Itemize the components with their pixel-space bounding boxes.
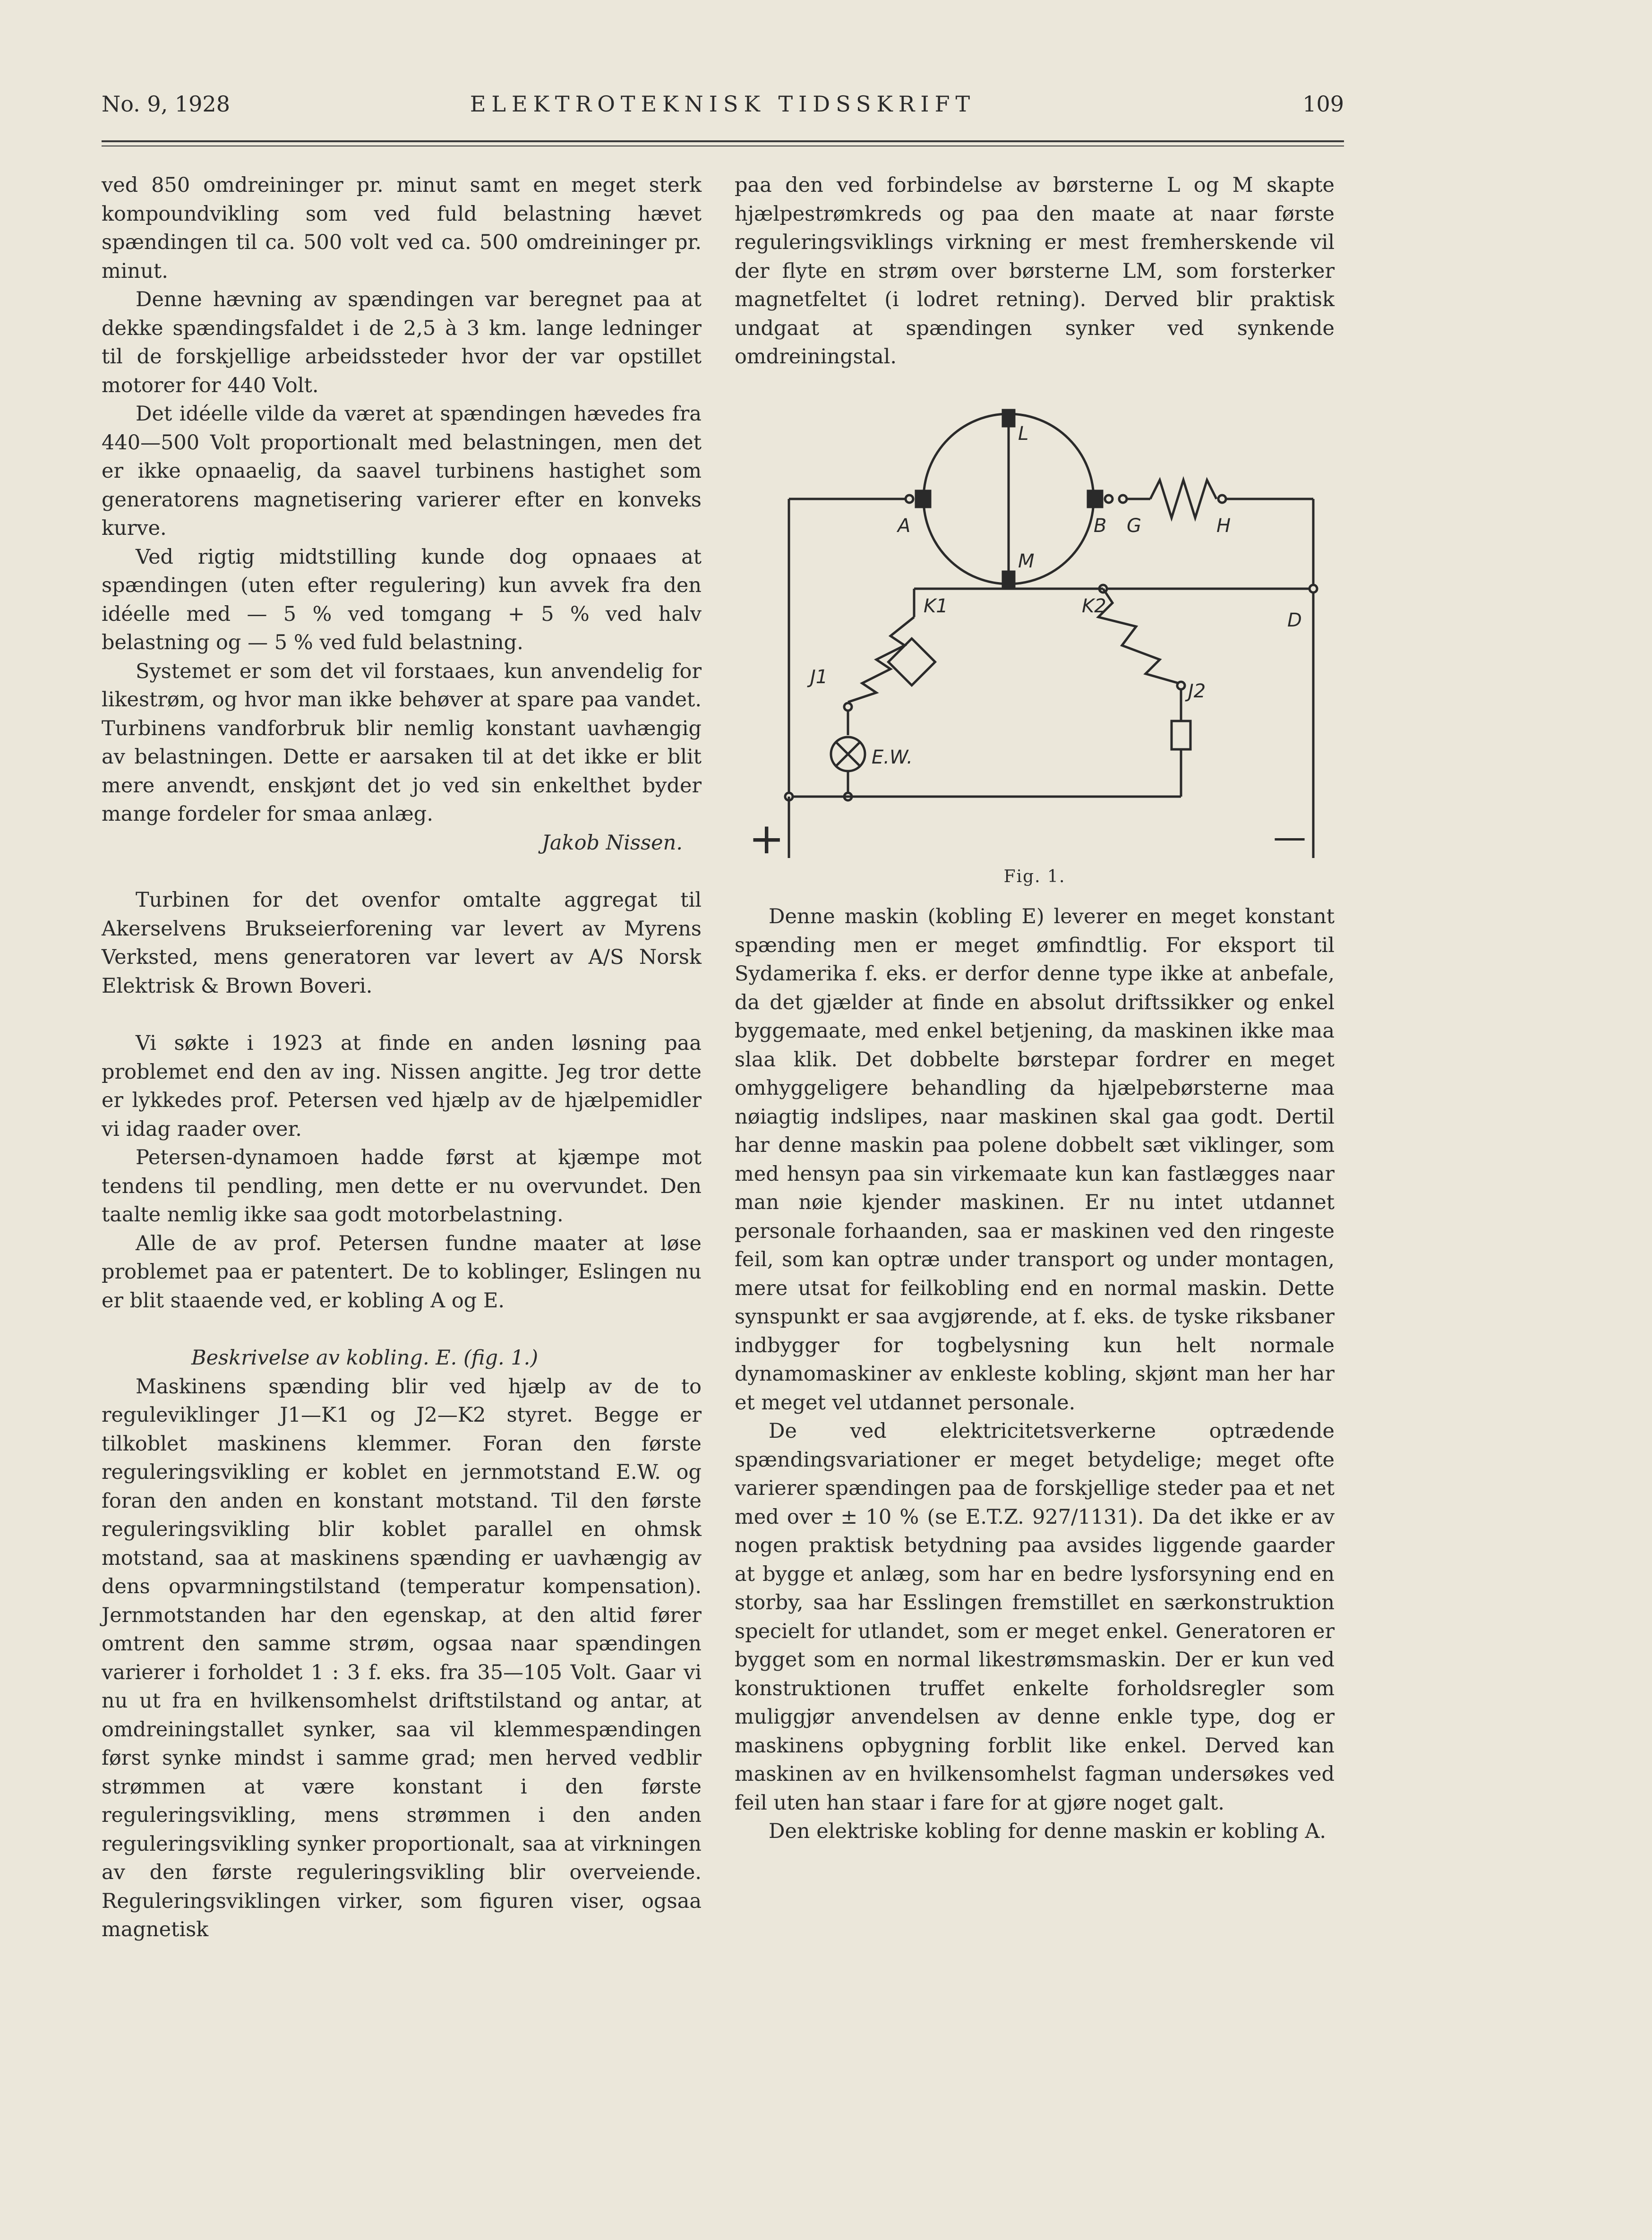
- brush-L: [1003, 410, 1014, 426]
- constant-resistor: [1172, 721, 1190, 749]
- paragraph: De ved elektricitetsverkerne optrædende spændingsvariationer er meget betydelige; meget ofte varierer spændingen paa de forskjellige steder paa et net med over ± 10 % (se E.T.Z. 927/1131). Da det ikke er av nogen praktisk betydning paa avsides liggende gaarder at bygge et anlæg, som har en bedre lysforsyning end en storby, saa har Esslingen fremstillet en særkonstruktion specielt for utlandet, som er meget enkel. Generatoren er bygget som en normal likestrømsmaskin. Der er kun ved konstruktionen truffet enkelte forholdsregler som muliggjør anvendelsen av denne enkle type, dog er maskinens opbygning forblit like enkel. Derved kan maskinen av en hvilkensomhelst fagman undersøkes ved feil uten han staar i fare for at gjøre noget galt.: [735, 1419, 1335, 1815]
- label-plus: +: [749, 814, 785, 864]
- brush-B: [1088, 491, 1102, 507]
- label-B: B: [1094, 515, 1107, 537]
- paragraph: Turbinen for det ovenfor omtalte aggregat til Akerselvens Brukseierforening var levert av Myrens Verksted, mens generatoren var levert av A/S Norsk Elektrisk & Brown Boveri.: [102, 888, 702, 998]
- paragraph: Ved rigtig midtstilling kunde dog opnaaes at spændingen (uten efter regulering) kun avvek fra den idéelle med — 5 % ved tomgang + 5 % ved halv belastning og — 5 % ved fuld belastning.: [102, 545, 702, 654]
- paragraph: Petersen-dynamoen hadde først at kjæmpe mot tendens til pendling, men dette er nu overvundet. Den taalte nemlig ikke saa godt motorbelastning.: [102, 1146, 702, 1227]
- paragraph: Denne maskin (kobling E) leverer en meget konstant spænding men er meget ømfindtlig. For eksport til Sydamerika f. eks. er derfor denne type ikke at anbefale, da det gjælder at finde en absolut driftssikker og enkel byggemaate, med enkel betjening, da maskinen ikke maa slaa klik. Det dobbelte børstepar fordrer en meget omhyggeligere behandling da hjælpebørsterne maa nøiagtig indslipes, naar maskinen skal gaa godt. Dertil har denne maskin paa polene dobbelt sæt viklinger, som med hensyn paa sin virkemaate kun kan fastlægges naar man nøie kjender maskinen. Er nu intet utdannet personale forhaanden, saa er maskinen ved den ringeste feil, som kan optræ under transport og under montagen, mere utsat for feilkobling end en normal maskin. Dette synspunkt er saa avgjørende, at f. eks. de tyske riksbaner indbygger for togbelysning kun helt normale dynamomaskiner av enkleste kobling, skjønt man her har et meget vel utdannet personale.: [735, 905, 1335, 1415]
- label-minus: —: [1273, 817, 1306, 857]
- label-K1: K1: [924, 595, 948, 617]
- brush-M: [1003, 572, 1014, 588]
- label-K2: K2: [1082, 595, 1106, 617]
- shunt-resistor-1: [889, 638, 935, 685]
- left-column: [102, 171, 702, 1944]
- paragraph: paa den ved forbindelse av børsterne L og M skapte hjælpestrømkreds og paa den maate at naar første reguleringsviklings virkning er mest fremherskende vil der flyte en strøm over børsterne LM, som forsterker magnetfeltet (i lodret retning). Derved blir praktisk undgaat at spændingen synker ved synkende omdreiningstal.: [735, 173, 1335, 369]
- label-J1: J1: [810, 666, 828, 688]
- issue-label: No. 9, 1928: [102, 91, 230, 117]
- author-signature: Jakob Nissen.: [541, 831, 683, 855]
- series-resistor-H: [1150, 480, 1216, 518]
- paragraph: Den elektriske kobling for denne maskin er kobling A.: [769, 1819, 1327, 1843]
- brush-A: [916, 491, 930, 507]
- paragraph: Maskinens spænding blir ved hjælp av de to reguleviklinger J1—K1 og J2—K2 styret. Begge er tilkoblet maskinens klemmer. Foran den første reguleringsvikling er koblet en jernmotstand E.W. og foran den anden en konstant motstand. Til den første reguleringsvikling blir koblet parallel en ohmsk motstand, saa at maskinens spænding er uavhængig av dens opvarmningstilstand (temperatur kompensation). Jernmotstanden har den egenskap, at den altid fører omtrent den samme strøm, ogsaa naar spændingen varierer i forholdet 1 : 3 f. eks. fra 35—105 Volt. Gaar vi nu ut fra en hvilkensomhelst driftstilstand og antar, at omdreiningstallet synker, saa vil klemmespændingen først synke mindst i samme grad; men herved vedblir strømmen at være konstant i den første reguleringsvikling, mens strømmen i den anden reguleringsvikling synker proportionalt, saa at virkningen av den første reguleringsvikling blir overveiende. Reguleringsviklingen virker, som figuren viser, ogsaa magnetisk: [102, 1374, 702, 1941]
- header-rule-thick: [102, 140, 1344, 142]
- label-M: M: [1018, 550, 1035, 572]
- paragraph: Det idéelle vilde da været at spændingen hævedes fra 440—500 Volt proportionalt med belastningen, men det er ikke opnaaelig, da saavel turbinens hastighet som generatorens magnetisering varierer efter en konveks kurve.: [102, 402, 702, 540]
- label-EW: E.W.: [872, 746, 913, 768]
- label-J2: J2: [1188, 680, 1206, 702]
- label-H: H: [1216, 515, 1231, 537]
- label-A: A: [898, 515, 911, 537]
- journal-title: ELEKTROTEKNISK TIDSSKRIFT: [470, 91, 976, 117]
- circuit-diagram: [735, 381, 1335, 867]
- page-number: 109: [1302, 91, 1344, 117]
- paragraph: Systemet er som det vil forstaaes, kun anvendelig for likestrøm, og hvor man ikke behøver at spare paa vandet. Turbinens vandforbruk blir nemlig konstant uavhængig av belastningen. Dette er aarsaken til at det ikke er blit mere anvendt, enskjønt det jo ved sin enkelthet byder mange fordeler for smaa anlæg.: [102, 659, 702, 826]
- label-L: L: [1018, 422, 1029, 445]
- label-D: D: [1287, 609, 1302, 631]
- right-column: [735, 171, 1335, 1846]
- paragraph: Vi søkte i 1923 at finde en anden løsning paa problemet end den av ing. Nissen angitte. Jeg tror dette er lykkedes prof. Petersen ved hjælp av de hjælpemidler vi idag raader over.: [102, 1031, 702, 1141]
- page-header: [102, 87, 1344, 120]
- paragraph: ved 850 omdreininger pr. minut samt en meget sterk kompoundvikling som ved fuld belastning hævet spændingen til ca. 500 volt ved ca. 500 omdreininger pr. minut.: [102, 173, 702, 283]
- paragraph: Alle de av prof. Petersen fundne maater at løse problemet paa er patentert. De to koblinger, Eslingen nu er blit staaende ved, er kobling A og E.: [102, 1231, 702, 1313]
- label-G: G: [1127, 515, 1141, 537]
- section-heading: Beskrivelse av kobling. E. (fig. 1.): [191, 1346, 539, 1370]
- figure-caption: Fig. 1.: [1003, 867, 1066, 886]
- regulating-winding-J2-K2: [1098, 589, 1179, 683]
- paragraph: Denne hævning av spændingen var beregnet paa at dekke spændingsfaldet i de 2,5 à 3 km. lange ledninger til de forskjellige arbeidssteder hvor der var opstillet motorer for 440 Volt.: [102, 288, 702, 397]
- regulating-winding-J1-K1: [848, 617, 914, 702]
